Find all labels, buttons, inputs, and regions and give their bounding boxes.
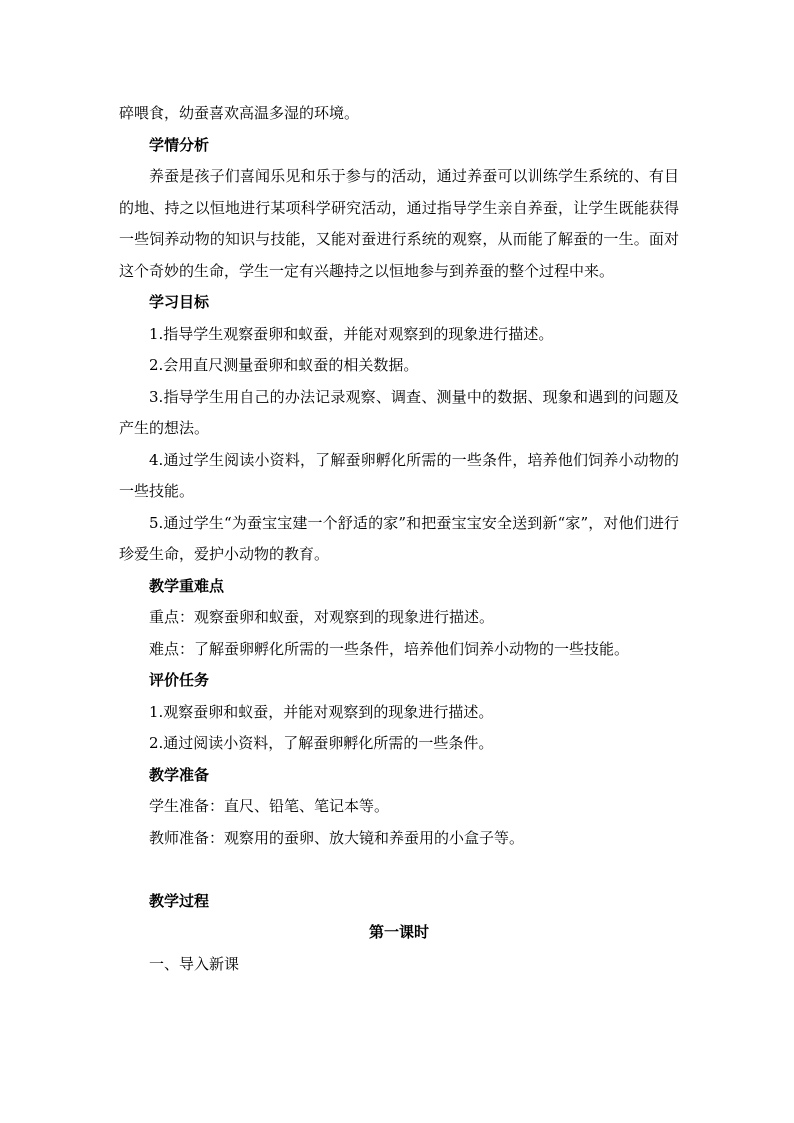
evaluation-task-2: 2.通过阅读小资料，了解蚕卵孵化所需的一些条件。 (149, 734, 494, 752)
section-heading-preparation: 教学准备 (149, 765, 210, 784)
section-heading-key-points: 教学重难点 (149, 576, 225, 595)
goal-item-1: 1.指导学生观察蚕卵和蚁蚕，并能对观察到的现象进行描述。 (149, 324, 554, 343)
goal-item-3: 3.指导学生用自己的办法记录观察、调查、测量中的数据、现象和遇到的问题及产生的想法。 (119, 387, 679, 437)
lesson-title: 第一课时 (368, 923, 429, 941)
subsection-introduction: 一、导入新课 (149, 954, 240, 973)
section-heading-evaluation-tasks: 评价任务 (149, 671, 210, 689)
key-point: 重点：观察蚕卵和蚁蚕，对观察到的现象进行描述。 (149, 608, 495, 626)
teacher-preparation: 教师准备：观察用的蚕卵、放大镜和养蚕用的小盒子等。 (149, 828, 525, 847)
goal-item-4: 4.通过学生阅读小资料，了解蚕卵孵化所需的一些条件，培养他们饲养小动物的一些技能。 (119, 450, 679, 500)
evaluation-task-1: 1.观察蚕卵和蚁蚕，并能对观察到的现象进行描述。 (149, 702, 494, 721)
section-heading-learning-goals: 学习目标 (149, 293, 210, 311)
section-heading-teaching-process: 教学过程 (149, 891, 210, 910)
blank-line (119, 854, 679, 886)
document-page (119, 98, 679, 980)
goal-item-5: 5.通过学生“为蚕宝宝建一个舒适的家”和把蚕宝宝安全送到新“家”，对他们进行珍爱生命，爱护小动物的教育。 (119, 513, 679, 563)
learning-analysis-paragraph: 养蚕是孩子们喜闻乐见和乐于参与的活动，通过养蚕可以训练学生系统的、有目的地、持之以恒地进行某项科学研究活动，通过指导学生亲自养蚕，让学生既能获得一些饲养动物的知识与技能，又能对蚕进行系统的观察，从而能了解蚕的一生。面对这个奇妙的生命，学生一定有兴趣持之以恒地参与到养蚕的整个过程中来。 (119, 167, 679, 280)
student-preparation: 学生准备：直尺、铅笔、笔记本等。 (149, 797, 390, 815)
continuation-paragraph: 碎喂食，幼蚕喜欢高温多湿的环境。 (119, 104, 360, 122)
section-heading-learning-analysis: 学情分析 (149, 135, 210, 154)
difficult-point: 难点：了解蚕卵孵化所需的一些条件，培养他们饲养小动物的一些技能。 (149, 639, 630, 658)
goal-item-2: 2.会用直尺测量蚕卵和蚁蚕的相关数据。 (149, 356, 419, 374)
